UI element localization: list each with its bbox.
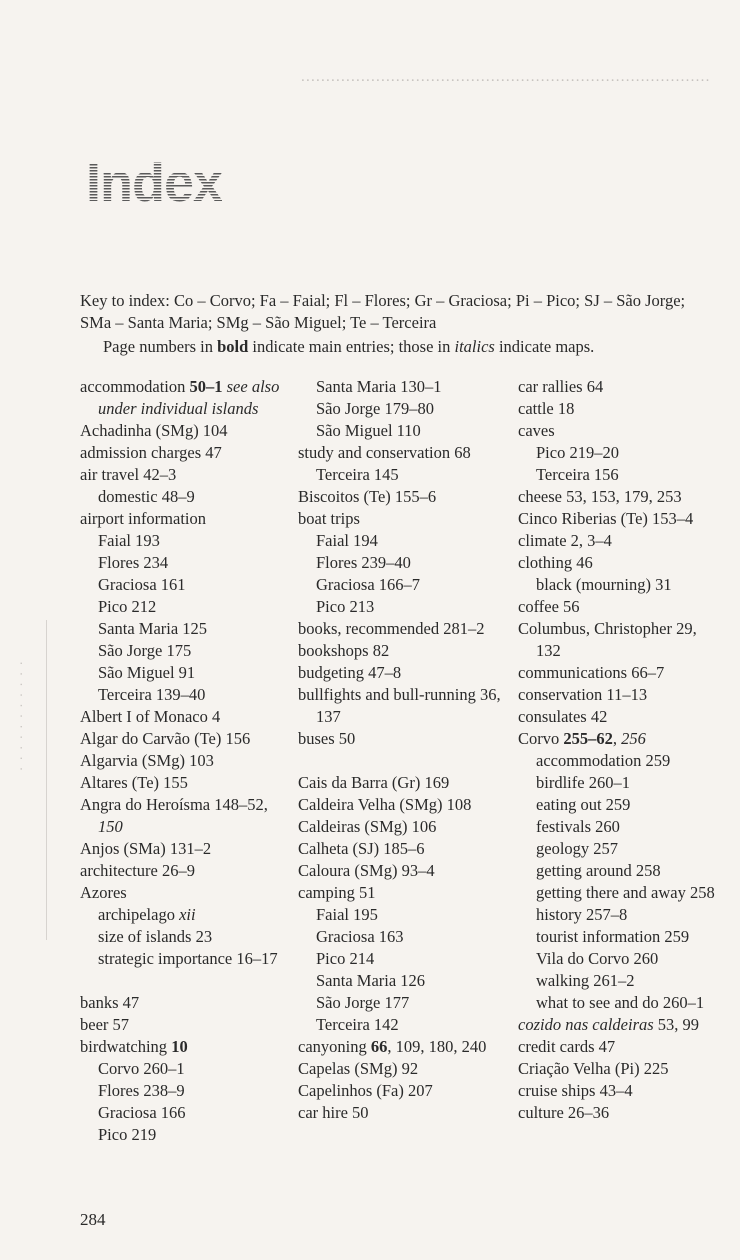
entry-text: eating out 259 bbox=[536, 795, 631, 814]
index-entry bbox=[80, 464, 292, 486]
index-entry bbox=[298, 772, 510, 794]
entry-text: 53, 99 bbox=[653, 1015, 700, 1034]
index-entry bbox=[298, 1102, 510, 1124]
entry-text: 66 bbox=[370, 1037, 388, 1056]
index-entry bbox=[298, 618, 510, 640]
entry-text: accommodation 259 bbox=[536, 751, 671, 770]
entry-text: Terceira 156 bbox=[536, 465, 619, 484]
index-entry bbox=[80, 794, 292, 838]
index-subentry bbox=[536, 464, 718, 486]
index-entry bbox=[80, 772, 292, 794]
index-entry bbox=[518, 376, 718, 398]
entry-text: banks 47 bbox=[80, 993, 140, 1012]
index-subentry bbox=[536, 750, 718, 772]
index-entry bbox=[298, 1036, 510, 1058]
index-entry bbox=[80, 750, 292, 772]
index-subentry bbox=[316, 970, 510, 992]
index-subentry bbox=[98, 618, 292, 640]
index-entry bbox=[298, 662, 510, 684]
index-entry bbox=[518, 420, 718, 442]
entry-text: Vila do Corvo 260 bbox=[536, 949, 659, 968]
entry-text: , 109, 180, 240 bbox=[387, 1037, 487, 1056]
letter-gap bbox=[80, 970, 292, 992]
index-subentry bbox=[98, 640, 292, 662]
entry-text: cruise ships 43–4 bbox=[518, 1081, 633, 1100]
index-entry bbox=[518, 1036, 718, 1058]
index-entry bbox=[298, 1058, 510, 1080]
bleed-through-text: ·················································································· bbox=[300, 73, 710, 89]
entry-text: Faial 193 bbox=[98, 531, 160, 550]
entry-text: airport information bbox=[80, 509, 207, 528]
entry-text: tourist information 259 bbox=[536, 927, 690, 946]
index-subentry bbox=[316, 420, 510, 442]
entry-text: strategic importance 16–17 bbox=[98, 949, 278, 968]
index-subentry bbox=[536, 794, 718, 816]
index-entry bbox=[518, 1080, 718, 1102]
entry-text: size of islands 23 bbox=[98, 927, 213, 946]
entry-text: car hire 50 bbox=[298, 1103, 369, 1122]
entry-text: birdwatching bbox=[80, 1037, 172, 1056]
entry-text: 50–1 bbox=[189, 377, 223, 396]
index-entry bbox=[518, 596, 718, 618]
entry-text: cattle 18 bbox=[518, 399, 575, 418]
entry-text: canyoning bbox=[298, 1037, 371, 1056]
index-entry bbox=[518, 398, 718, 420]
index-subentry bbox=[536, 926, 718, 948]
index-entry bbox=[298, 442, 510, 464]
index-entry bbox=[518, 618, 718, 662]
entry-text: Cinco Riberias (Te) 153–4 bbox=[518, 509, 694, 528]
index-entry bbox=[518, 662, 718, 684]
index-subentry bbox=[316, 948, 510, 970]
index-subentry bbox=[536, 904, 718, 926]
entry-text: Faial 194 bbox=[316, 531, 378, 550]
entry-text: Pico 213 bbox=[316, 597, 375, 616]
index-entry bbox=[518, 530, 718, 552]
entry-text: São Jorge 177 bbox=[316, 993, 410, 1012]
entry-text: Graciosa 166 bbox=[98, 1103, 186, 1122]
index-subentry bbox=[536, 970, 718, 992]
entry-text: Algar do Carvão (Te) 156 bbox=[80, 729, 251, 748]
entry-text: 255–62 bbox=[563, 729, 613, 748]
entry-text: geology 257 bbox=[536, 839, 619, 858]
entry-text: getting there and away 258 bbox=[536, 883, 715, 902]
index-intro bbox=[80, 290, 712, 358]
entry-text: consulates 42 bbox=[518, 707, 608, 726]
entry-text: climate 2, 3–4 bbox=[518, 531, 612, 550]
index-subentry bbox=[536, 882, 718, 904]
entry-text: see also under individual islands bbox=[98, 377, 280, 418]
index-entry bbox=[80, 376, 292, 420]
index-column-3 bbox=[518, 376, 718, 1124]
entry-text: Caldeira Velha (SMg) 108 bbox=[298, 795, 472, 814]
entry-text: São Jorge 175 bbox=[98, 641, 192, 660]
index-entry bbox=[298, 508, 510, 530]
index-subentry bbox=[536, 816, 718, 838]
index-entry bbox=[80, 508, 292, 530]
entry-text: Corvo 260–1 bbox=[98, 1059, 185, 1078]
index-entry bbox=[298, 684, 510, 728]
entry-text: São Miguel 110 bbox=[316, 421, 421, 440]
index-subentry bbox=[98, 1080, 292, 1102]
index-entry bbox=[298, 816, 510, 838]
entry-text: Flores 239–40 bbox=[316, 553, 411, 572]
index-format-note: Page numbers in bold indicate main entries; those in italics indicate maps. bbox=[103, 337, 595, 356]
side-thumb-tab bbox=[6, 620, 47, 940]
entry-text: Pico 212 bbox=[98, 597, 157, 616]
index-subentry bbox=[316, 992, 510, 1014]
entry-text: festivals 260 bbox=[536, 817, 620, 836]
entry-text: 150 bbox=[98, 817, 123, 836]
index-subentry bbox=[98, 662, 292, 684]
index-entry bbox=[298, 1080, 510, 1102]
entry-text: São Miguel 91 bbox=[98, 663, 196, 682]
index-subentry bbox=[98, 904, 292, 926]
entry-text: Pico 219–20 bbox=[536, 443, 619, 462]
entry-text: credit cards 47 bbox=[518, 1037, 616, 1056]
index-subentry bbox=[98, 1124, 292, 1146]
entry-text: Pico 219 bbox=[98, 1125, 157, 1144]
entry-text: Albert I of Monaco 4 bbox=[80, 707, 221, 726]
index-entry bbox=[518, 508, 718, 530]
index-entry bbox=[80, 860, 292, 882]
entry-text: Biscoitos (Te) 155–6 bbox=[298, 487, 437, 506]
index-entry bbox=[80, 838, 292, 860]
index-entry bbox=[80, 882, 292, 904]
index-subentry bbox=[536, 574, 718, 596]
index-entry bbox=[518, 706, 718, 728]
entry-text: Angra do Heroísma 148–52, bbox=[80, 795, 268, 814]
entry-text: camping 51 bbox=[298, 883, 376, 902]
entry-text: archipelago bbox=[98, 905, 180, 924]
entry-text: budgeting 47–8 bbox=[298, 663, 402, 682]
entry-text: bookshops 82 bbox=[298, 641, 390, 660]
entry-text: Caldeiras (SMg) 106 bbox=[298, 817, 437, 836]
entry-text: history 257–8 bbox=[536, 905, 628, 924]
index-subentry bbox=[536, 992, 718, 1014]
entry-text: car rallies 64 bbox=[518, 377, 604, 396]
index-subentry bbox=[98, 948, 292, 970]
entry-text: São Jorge 179–80 bbox=[316, 399, 434, 418]
entry-text: communications 66–7 bbox=[518, 663, 665, 682]
entry-text: 256 bbox=[621, 729, 646, 748]
entry-text: books, recommended 281–2 bbox=[298, 619, 485, 638]
entry-text: Terceira 139–40 bbox=[98, 685, 206, 704]
index-entry bbox=[518, 1058, 718, 1080]
entry-text: Caloura (SMg) 93–4 bbox=[298, 861, 435, 880]
index-entry bbox=[298, 838, 510, 860]
entry-text: Santa Maria 126 bbox=[316, 971, 426, 990]
entry-text: Calheta (SJ) 185–6 bbox=[298, 839, 425, 858]
index-entry bbox=[518, 728, 718, 750]
index-column-1 bbox=[80, 376, 292, 1146]
entry-text: Flores 234 bbox=[98, 553, 169, 572]
entry-text: 10 bbox=[171, 1037, 188, 1056]
index-entry bbox=[80, 1036, 292, 1058]
entry-text: Corvo bbox=[518, 729, 564, 748]
index-entry bbox=[298, 860, 510, 882]
entry-text: Altares (Te) 155 bbox=[80, 773, 188, 792]
entry-text: Graciosa 163 bbox=[316, 927, 404, 946]
entry-text: Cais da Barra (Gr) 169 bbox=[298, 773, 450, 792]
index-subentry bbox=[98, 596, 292, 618]
index-subentry bbox=[98, 1102, 292, 1124]
entry-text: Criação Velha (Pi) 225 bbox=[518, 1059, 669, 1078]
index-subentry bbox=[316, 464, 510, 486]
entry-text: culture 26–36 bbox=[518, 1103, 610, 1122]
index-key-paragraph: Key to index: Co – Corvo; Fa – Faial; Fl – Flores; Gr – Graciosa; Pi – Pico; SJ – São Jorge; SMa – Santa Maria; SMg – São Miguel; Te – Terceira bbox=[80, 291, 686, 332]
page-number: 284 bbox=[80, 1210, 106, 1229]
entry-text: clothing 46 bbox=[518, 553, 593, 572]
entry-text: beer 57 bbox=[80, 1015, 130, 1034]
index-entry bbox=[80, 728, 292, 750]
entry-text: xii bbox=[179, 905, 196, 924]
entry-text: Terceira 145 bbox=[316, 465, 399, 484]
entry-text: Algarvia (SMg) 103 bbox=[80, 751, 214, 770]
index-subentry bbox=[536, 860, 718, 882]
entry-text: Pico 214 bbox=[316, 949, 375, 968]
index-entry bbox=[518, 486, 718, 508]
entry-text: Graciosa 161 bbox=[98, 575, 186, 594]
entry-text: birdlife 260–1 bbox=[536, 773, 630, 792]
index-subentry bbox=[98, 1058, 292, 1080]
entry-text: conservation 11–13 bbox=[518, 685, 648, 704]
index-entry bbox=[298, 486, 510, 508]
entry-text: Graciosa 166–7 bbox=[316, 575, 421, 594]
entry-text: Capelas (SMg) 92 bbox=[298, 1059, 419, 1078]
entry-text: black (mourning) 31 bbox=[536, 575, 672, 594]
entry-text: buses 50 bbox=[298, 729, 356, 748]
index-subentry bbox=[536, 838, 718, 860]
index-entry bbox=[80, 992, 292, 1014]
index-entry bbox=[80, 706, 292, 728]
index-entry bbox=[80, 1014, 292, 1036]
entry-text: Faial 195 bbox=[316, 905, 378, 924]
index-subentry bbox=[98, 574, 292, 596]
entry-text: Flores 238–9 bbox=[98, 1081, 185, 1100]
entry-text: Anjos (SMa) 131–2 bbox=[80, 839, 212, 858]
entry-text: bullfights and bull-running 36, 137 bbox=[298, 685, 501, 726]
index-subentry bbox=[316, 596, 510, 618]
index-entry bbox=[80, 420, 292, 442]
side-tab-label: · · · · · · · · · · · bbox=[12, 660, 28, 772]
index-subentry bbox=[316, 1014, 510, 1036]
index-entry bbox=[518, 552, 718, 574]
index-subentry bbox=[98, 530, 292, 552]
index-entry bbox=[518, 1014, 718, 1036]
entry-text: Santa Maria 125 bbox=[98, 619, 208, 638]
entry-text: Achadinha (SMg) 104 bbox=[80, 421, 228, 440]
entry-text: cheese 53, 153, 179, 253 bbox=[518, 487, 682, 506]
entry-text: boat trips bbox=[298, 509, 360, 528]
index-entry bbox=[298, 728, 510, 750]
entry-text: study and conservation 68 bbox=[298, 443, 471, 462]
index-subentry bbox=[316, 574, 510, 596]
index-subentry bbox=[98, 926, 292, 948]
entry-text: Azores bbox=[80, 883, 127, 902]
entry-text: Santa Maria 130–1 bbox=[316, 377, 442, 396]
index-subentry bbox=[316, 398, 510, 420]
index-entry bbox=[518, 684, 718, 706]
entry-text: walking 261–2 bbox=[536, 971, 635, 990]
index-subentry bbox=[316, 530, 510, 552]
entry-text: architecture 26–9 bbox=[80, 861, 195, 880]
entry-text: cozido nas caldeiras bbox=[518, 1015, 654, 1034]
entry-text: Terceira 142 bbox=[316, 1015, 399, 1034]
entry-text: air travel 42–3 bbox=[80, 465, 177, 484]
index-subentry bbox=[536, 948, 718, 970]
index-subentry bbox=[98, 552, 292, 574]
entry-text: Columbus, Christopher 29, 132 bbox=[518, 619, 697, 660]
index-subentry bbox=[316, 904, 510, 926]
index-subentry bbox=[316, 376, 510, 398]
index-column-2 bbox=[298, 376, 510, 1124]
index-subentry bbox=[98, 486, 292, 508]
index-subentry bbox=[98, 684, 292, 706]
letter-gap bbox=[298, 750, 510, 772]
index-entry bbox=[518, 1102, 718, 1124]
entry-text: Capelinhos (Fa) 207 bbox=[298, 1081, 433, 1100]
page-title: Index bbox=[86, 153, 223, 213]
entry-text: coffee 56 bbox=[518, 597, 580, 616]
index-entry bbox=[80, 442, 292, 464]
entry-text: accommodation bbox=[80, 377, 190, 396]
index-subentry bbox=[316, 552, 510, 574]
index-entry bbox=[298, 882, 510, 904]
entry-text: domestic 48–9 bbox=[98, 487, 195, 506]
index-entry bbox=[298, 640, 510, 662]
index-subentry bbox=[536, 442, 718, 464]
entry-text: , bbox=[612, 729, 622, 748]
entry-text: getting around 258 bbox=[536, 861, 661, 880]
index-subentry bbox=[536, 772, 718, 794]
entry-text: admission charges 47 bbox=[80, 443, 222, 462]
entry-text: what to see and do 260–1 bbox=[536, 993, 705, 1012]
index-subentry bbox=[316, 926, 510, 948]
entry-text: caves bbox=[518, 421, 555, 440]
index-entry bbox=[298, 794, 510, 816]
